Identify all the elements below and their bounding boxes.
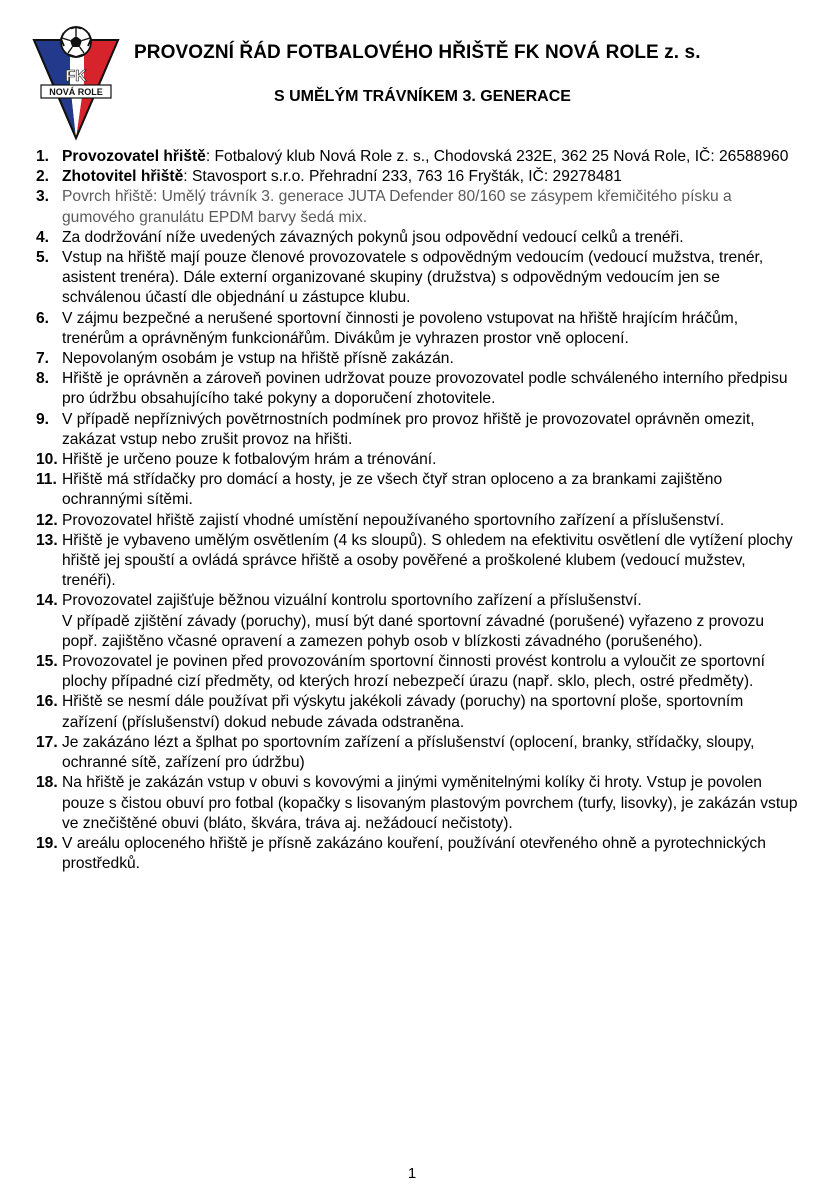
rule-number: 15. (36, 653, 58, 671)
rule-number: 10. (36, 451, 58, 469)
rule-text: Povrch hřiště: Umělý trávník 3. generace JUTA Defender 80/160 se zásypem křemičitého písku a gumového granulátu EPDM barvy šedá mix. (62, 188, 732, 226)
rule-text: Provozovatel je povinen před provozováním sportovní činnosti provést kontrolu a vyloučit ze sportovní plochy případné cizí předměty, od kterých hrozí nebezpečí úrazu (např. sklo, plech, ostré předměty). (62, 653, 765, 691)
rule-number: 11. (36, 471, 57, 489)
football-icon (61, 27, 91, 57)
rule-number: 3. (36, 188, 50, 206)
rule-text (62, 167, 798, 187)
rule-text: Hřiště je oprávněn a zároveň povinen udržovat pouze provozovatel podle schváleného interního předpisu pro údržbu obsahujícího také pokyny a doporučení zhotovitele. (62, 370, 788, 408)
rule-item (36, 834, 798, 874)
rule-number: 6. (36, 309, 50, 327)
rule-number: 13. (36, 531, 58, 549)
rule-number: 9. (36, 410, 50, 428)
rule-item (36, 187, 798, 227)
rule-item (36, 248, 798, 309)
rule-number: 7. (36, 350, 50, 368)
rule-text: Na hřiště je zakázán vstup v obuvi s kovovými a jinými vyměnitelnými kolíky či hroty. Vstup je povolen pouze s čistou obuví pro fotbal (kopačky s lisovaným plastovým povrchem (turfy, lisovky), je zakázán vstup ve znečištěné obuvi (bláto, škvára, tráva aj. nežádoucí nečistoty). (62, 774, 798, 832)
rule-text: Za dodržování níže uvedených závazných pokynů jsou odpovědní vedoucí celků a trenéři. (62, 228, 684, 246)
document-subtitle: S UMĚLÝM TRÁVNÍKEM 3. GENERACE (274, 88, 571, 105)
rule-item (36, 147, 798, 167)
rule-text: Hřiště je určeno pouze k fotbalovým hrám a trénování. (62, 451, 437, 469)
rule-number: 4. (36, 228, 50, 246)
crest-initials: FK (65, 68, 87, 85)
page-number: 1 (407, 1165, 417, 1182)
rule-item (36, 470, 798, 510)
rule-number: 19. (36, 834, 58, 852)
rule-item (36, 591, 798, 652)
rule-item (36, 531, 798, 592)
rule-label: Zhotovitel hřiště (62, 168, 184, 186)
rule-item (36, 450, 798, 470)
document-title: PROVOZNÍ ŘÁD FOTBALOVÉHO HŘIŠTĚ FK NOVÁ ROLE z. s. (134, 42, 701, 63)
rule-item (36, 309, 798, 349)
rule-number: 12. (36, 511, 58, 529)
rule-number: 5. (36, 249, 50, 267)
rule-text (62, 147, 798, 167)
fk-nova-role-logo (30, 22, 122, 142)
rule-item (36, 652, 798, 692)
rule-text: Provozovatel hřiště zajistí vhodné umístění nepoužívaného sportovního zařízení a příslušenství. (62, 511, 725, 529)
rule-item (36, 733, 798, 773)
rule-number: 8. (36, 370, 50, 388)
rule-text: Nepovolaným osobám je vstup na hřiště přísně zakázán. (62, 350, 454, 368)
rule-body: : Fotbalový klub Nová Role z. s., Chodovská 232E, 362 25 Nová Role, IČ: 26588960 (205, 148, 789, 165)
rule-item (36, 167, 798, 187)
rule-text: Hřiště se nesmí dále používat při výskytu jakékoli závady (poruchy) na sportovní ploše, sportovním zařízení (příslušenství) dokud nebude závada odstraněna. (62, 693, 744, 731)
rule-item (36, 349, 798, 369)
rule-text: Vstup na hřiště mají pouze členové provozovatele s odpovědným vedoucím (vedoucí mužstva, trenér, asistent trenéra). Dále externí organizované skupiny (družstva) s odpovědným vedoucím jen se schválenou účastí dle objednání u zástupce klubu. (62, 249, 764, 307)
crest-name: NOVÁ ROLE (49, 87, 103, 97)
rule-number: 17. (36, 733, 58, 751)
rule-body: Provozovatel zajišťuje běžnou vizuální kontrolu sportovního zařízení a příslušenství. (62, 592, 642, 610)
rule-number: 16. (36, 693, 58, 711)
rule-item (36, 410, 798, 450)
rule-text: V případě nepříznivých povětrnostních podmínek pro provoz hřiště je provozovatel oprávněn omezit, zakázat vstup nebo zrušit provoz na hřišti. (62, 410, 755, 448)
rule-item (36, 692, 798, 732)
rule-number: 2. (36, 168, 50, 186)
rules-list (36, 147, 798, 874)
rule-number: 14. (36, 592, 58, 610)
rule-number: 1. (36, 148, 50, 165)
rule-text: V areálu oploceného hřiště je přísně zakázáno kouření, používání otevřeného ohně a pyrotechnických prostředků. (62, 834, 766, 873)
rule-text: Je zakázáno lézt a šplhat po sportovním zařízení a příslušenství (oplocení, branky, střídačky, sloupy, ochranné sítě, zařízení pro údržbu) (62, 733, 755, 772)
rule-label: Provozovatel hřiště (62, 148, 206, 165)
rule-item (36, 511, 798, 531)
rule-item (36, 773, 798, 834)
rule-body-continued: V případě zjištění závady (poruchy), musí být dané sportovní závadné (porušené) vyřazeno z provozu popř. zajištěno včasné opravení a zamezen pohyb osob v blízkosti závadného (porušeného). (62, 612, 765, 650)
rule-text: Hřiště má střídačky pro domácí a hosty, je ze všech čtyř stran oploceno a za brankami zajištěno ochrannými sítěmi. (62, 471, 723, 509)
rule-body: : Stavosport s.r.o. Přehradní 233, 763 16 Fryšták, IČ: 29278481 (183, 168, 622, 186)
rule-text (62, 591, 798, 652)
rule-text: V zájmu bezpečné a nerušené sportovní činnosti je povoleno vstupovat na hřiště hrajícím hráčům, trenérům a oprávněným funkcionářům. Divákům je vyhrazen prostor vně oplocení. (62, 309, 739, 347)
rule-number: 18. (36, 774, 58, 792)
rule-item (36, 228, 798, 248)
rule-item (36, 369, 798, 409)
rule-text: Hřiště je vybaveno umělým osvětlením (4 ks sloupů). S ohledem na efektivitu osvětlení dle vytížení plochy hřiště jej spouští a ovládá správce hřiště a osoby pověřené a proškolené klubem (vedoucí mužstev, trenéři). (62, 531, 793, 590)
